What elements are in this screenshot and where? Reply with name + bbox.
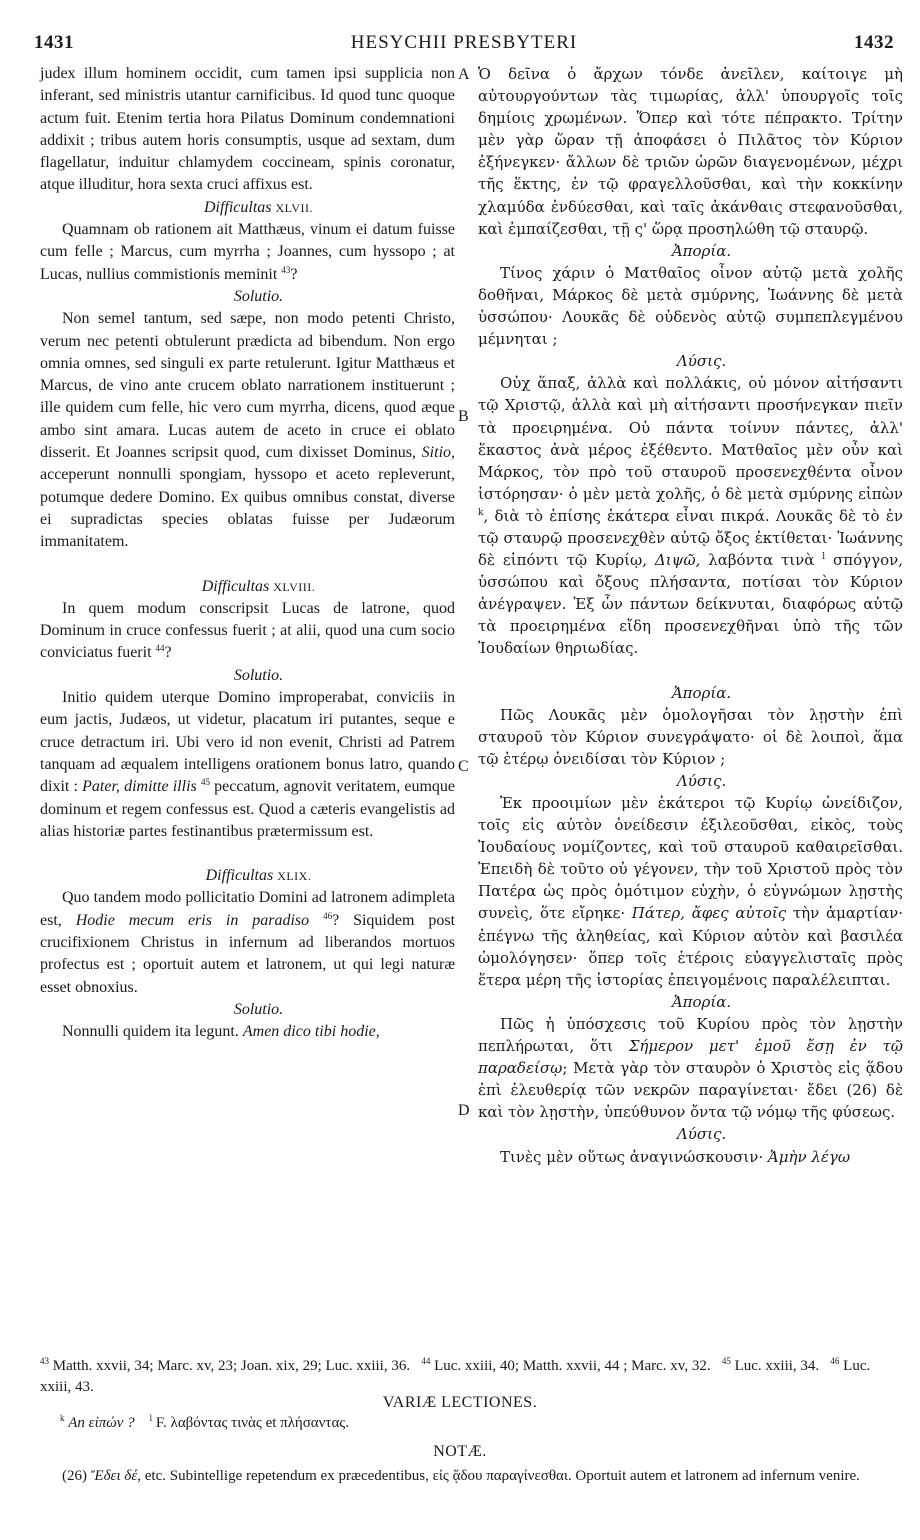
footnote-ref-44: 44 — [155, 643, 165, 654]
greek-paragraph: Ὁ δεῖνα ὁ ἄρχων τόνδε ἀνεῖλεν, καίτοιγε μὴ αὐτουργούντων τὰς τιμωρίας, ἀλλ' ὑπουργοῖς τοῖς δημίοις χρωμένων. Ὅπερ καὶ τότε πέπρακτο. Τρίτην μὲν γὰρ ὥραν τῇ ἀποφάσει ὁ Πιλᾶτος τὸν Κύριον ἐξήνεγκεν· ἄλλων δὲ τριῶν ὡρῶν διαγενομένων, μέχρι τῆς ἕκτης, ἐν τῷ φραγελλοῦσθαι, καὶ τὴν κοκκίνην χλαμύδα ἐνδύεσθαι, καὶ ταῖς ἀκάνθαις στεφανοῦσθαι, καὶ ἐμπαίζεσθαι, τῇ ς' ὥρᾳ προσηλώθη τῷ σταυρῷ. — [478, 65, 903, 238]
lysis-47-heading: Λύσις. — [676, 352, 727, 371]
variant-ref-k: k — [478, 507, 484, 518]
footnotes — [40, 1356, 900, 1398]
running-title: HESYCHII PRESBYTERI — [350, 32, 578, 53]
footnote-ref-45: 45 — [200, 777, 210, 788]
notae-title: NOTÆ. — [433, 1443, 487, 1460]
greek-solution-47: Οὐχ ἅπαξ, ἀλλὰ καὶ πολλάκις, οὐ μόνον αἰτήσαντι τῷ Χριστῷ, ἀλλὰ καὶ μὴ αἰτήσαντι προσήνεγκαν πιεῖν τὰ προειρημένα. Οὐ πάντα τοίνυν πάντες, ἀλλ' ἕκαστος ἀνὰ μέρος ἐξέθεντο. Ματθαῖος μὲν οὖν καὶ Μάρκος, τὸν πρὸ τοῦ σταυροῦ προσενεχθέντα οἶνον ἱστόρησαν· ὁ μὲν μετὰ χολῆς, ὁ δὲ μετὰ σμύρνης εἰπὼν $^k$, διὰ τὸ ἐπίσης ἑκάτερα εἶναι πικρά. Λουκᾶς δὲ τὸ ἐν τῷ σταυρῷ προσενεχθὲν αὐτῷ ὄξος ἐκτίθεται· Ἰωάννης δὲ εἰπόντι τῷ Κυρίῳ, Διψῶ, λαβόντα τινὰ $^l$ σπόγγον, ὑσσώπου καὶ ὄξους πλήσαντα, ποτίσαι τὸν Κύριον ἀνέγραψεν. Ἐξ ὧν πάντων δείκνυται, διαφόρως αὐτῷ τὰ προειρημένα εἴδη προσενεχθῆναι ὑπὸ τῆς τῶν Ἰουδαίων θηριωδίας. — [478, 374, 903, 658]
latin-question-49: Quo tandem modo pollicitatio Domini ad latronem adimpleta est, Hodie mecum eris in paradiso $^{46}$? Siquidem post crucifixionem Christus in infernum ad liberandos mortuos profectus est ; oportuit autem et latronem, ut qui legi naturæ esset obnoxius. — [40, 889, 456, 996]
latin-paragraph: judex illum hominem occidit, cum tamen ipsi supplicia non inferant, sed ministris utantur carnificibus. Id quod tunc quoque actum fuit. Etenim tertia hora Pilatus Dominum condemnationi addixit ; tribus autem horis consumptis, usque ad sextam, dum flagellatur, induitur chlamydem coccineam, spinis coronatur, atque illuditur, hora sexta cruci affixus est. — [40, 65, 455, 194]
margin-letter-a: A — [458, 66, 470, 83]
page-header — [34, 32, 894, 58]
latin-solution-48: Initio quidem uterque Domino improperabat, conviciis in eum jactis, Judæos, ut videtur, placatum iri putantes, seque e cruce detractum iri. Ubi vero id non evenit, Christi ad Patrem tanquam ad æqualem intelligens orationem bonus latro, quando dixit : Pater, dimitte illis $^{45}$ peccatum, agnovit veritatem, eumque dominum et regem confessus est. Quod a cæteris evangelistis ad alias historiæ partes festinantibus prætermissum est. — [40, 689, 456, 840]
page-number-left: 1431 — [34, 32, 74, 53]
margin-letter-d: D — [458, 1102, 470, 1119]
footnote-line: $^{43}$ Matth. xxvii, 34; Marc. xv, 23; Joan. xix, 29; Luc. xxiii, 36. $^{44}$ Luc. xxiii, 40; Matth. xxvii, 44 ; Marc. xv, 32. $^{45}$ Luc. xxiii, 34. $^{46}$ Luc. xxiii, 43. — [40, 1356, 871, 1395]
difficultas-47-heading: Difficultas XLVII. — [203, 198, 314, 216]
lysis-49-heading: Λύσις. — [676, 1125, 727, 1144]
aporia-48-heading: Ἀπορία. — [671, 683, 732, 702]
margin-letter-b: B — [458, 408, 469, 425]
aporia-49-heading: Ἀπορία. — [671, 992, 732, 1011]
variae-lectiones-title: VARIÆ LECTIONES. — [382, 1394, 538, 1411]
latin-question-47: Quamnam ob rationem ait Matthæus, vinum ei datum fuisse cum felle ; Marcus, cum myrrha ; Joannes, cum hyssopo ; at Lucas, nullius commistionis meminit $^{43}$? — [40, 221, 455, 283]
latin-solution-47: Non semel tantum, sed sæpe, non modo petenti Christo, verum nec petenti obtulerunt prædicta ad bibendum. Non ergo omnia omnes, sed singuli ex parte retulerunt. Igitur Matthæus et Marcus, de vino ante crucem oblato narrationem instituerunt ; ille quidem cum felle, hic vero cum myrrha, dicens, quod æque ambo sint amara. Lucas autem de aceto in cruce ei oblato disserit. Et Joannes scripsit quod, cum dixisset Dominus, Sitio, acceperunt nonnulli spongiam, hyssopo et aceto repleverunt, potumque dedere Domino. Ex quibus omnibus constat, diverse ei supradictas species oblatas fuisse per Judæorum immanitatem. — [40, 310, 456, 551]
lysis-48-heading: Λύσις. — [676, 771, 727, 790]
page-number-right: 1432 — [854, 32, 894, 53]
footnote-ref-46: 46 — [323, 910, 333, 921]
variae-lectiones: $^k$ An εἰπών ? $^l$ F. λαβόντας τινὰς et πλήσαντας. — [60, 1413, 350, 1431]
greek-column — [478, 63, 903, 1168]
solutio-49-heading: Solutio. — [233, 1000, 284, 1018]
greek-question-47: Τίνος χάριν ὁ Ματθαῖος οἶνον αὐτῷ μετὰ χολῆς δοθῆναι, Μάρκος δὲ μετὰ σμύρνης, Ἰωάννης δὲ μετὰ ὑσσώπου· Λουκᾶς δὲ οὐδενὸς αὐτῷ συμπεπλεγμένου μέμνηται ; — [478, 263, 903, 349]
notae — [40, 1466, 902, 1487]
nota-26: (26) Ἔδει δέ, etc. Subintellige repetendum ex præcedentibus, εἰς ᾅδου παραγίνεσθαι. Oportuit autem et latronem ad infernum venire. — [62, 1468, 860, 1484]
latin-question-48: In quem modum conscripsit Lucas de latrone, quod Dominum in cruce confessus fuerit ; at alii, quod una cum socio conviciatus fuerit $^{44}$? — [40, 599, 455, 662]
margin-letter-c: C — [458, 758, 469, 775]
footnote-ref-43: 43 — [281, 264, 291, 275]
difficultas-48-heading: Difficultas XLVIII. — [201, 577, 316, 595]
variant-ref-l: l — [822, 552, 826, 563]
solutio-48-heading: Solutio. — [233, 666, 284, 684]
aporia-47-heading: Ἀπορία. — [671, 241, 732, 260]
solutio-47-heading: Solutio. — [233, 287, 284, 305]
latin-column — [40, 63, 455, 1043]
greek-solution-49: Τινὲς μὲν οὕτως ἀναγινώσκουσιν· Ἀμὴν λέγω — [500, 1147, 851, 1166]
greek-question-49: Πῶς ἡ ὑπόσχεσις τοῦ Κυρίου πρὸς τὸν λῃστὴν πεπλήρωται, ὅτι Σήμερον μετ' ἐμοῦ ἔσῃ ἐν τῷ παραδείσῳ; Μετὰ γὰρ τὸν σταυρὸν ὁ Χριστὸς εἰς ᾅδου ἐπὶ ἐλευθερίᾳ τῶν νεκρῶν παραγίνεται· ἔδει (26) δὲ καὶ τὸν λῃστὴν, ὑπεύθυνον ὄντα τῷ νόμῳ τῆς φύσεως. — [478, 1014, 903, 1122]
greek-solution-48: Ἐκ προοιμίων μὲν ἑκάτεροι τῷ Κυρίῳ ὠνείδιζον, τοῖς εἰς αὐτὸν ὀνείδεσιν ἐξιλεοῦσθαι, εἰκὸς, τοὺς Ἰουδαίους νομίζοντες, καὶ τοῦ σταυροῦ καθαιρεῖσθαι. Ἐπειδὴ δὲ τοῦτο οὐ γέγονεν, τὴν τοῦ Χριστοῦ πρὸς τὸν Πατέρα ὡς πρὸς ὁμότιμον εὐχὴν, ὁ εὐγνώμων λῃστὴς συνεὶς, ὅτε εἴρηκε· Πάτερ, ἄφες αὐτοῖς τὴν ἁμαρτίαν· ἐπέγνω τῆς ἀληθείας, καὶ Κύριον αὐτὸν καὶ βασιλέα ὡμολόγησεν· ὅπερ τοῖς ἑτέροις εὐαγγελισταῖς πρὸς ἕτερα μέρη τῆς ἱστορίας ἐπειγομένοις παραλέλειπται. — [478, 794, 903, 989]
greek-question-48: Πῶς Λουκᾶς μὲν ὁμολογῆσαι τὸν λῃστὴν ἐπὶ σταυροῦ τὸν Κύριον συνεγράψατο· οἱ δὲ λοιποὶ, ἅμα τῷ ἑτέρῳ ὀνειδίσαι τὸν Κύριον ; — [478, 705, 903, 768]
latin-solution-49: Nonnulli quidem ita legunt. Amen dico tibi hodie, — [62, 1023, 380, 1041]
difficultas-49-heading: Difficultas XLIX. — [205, 867, 312, 885]
